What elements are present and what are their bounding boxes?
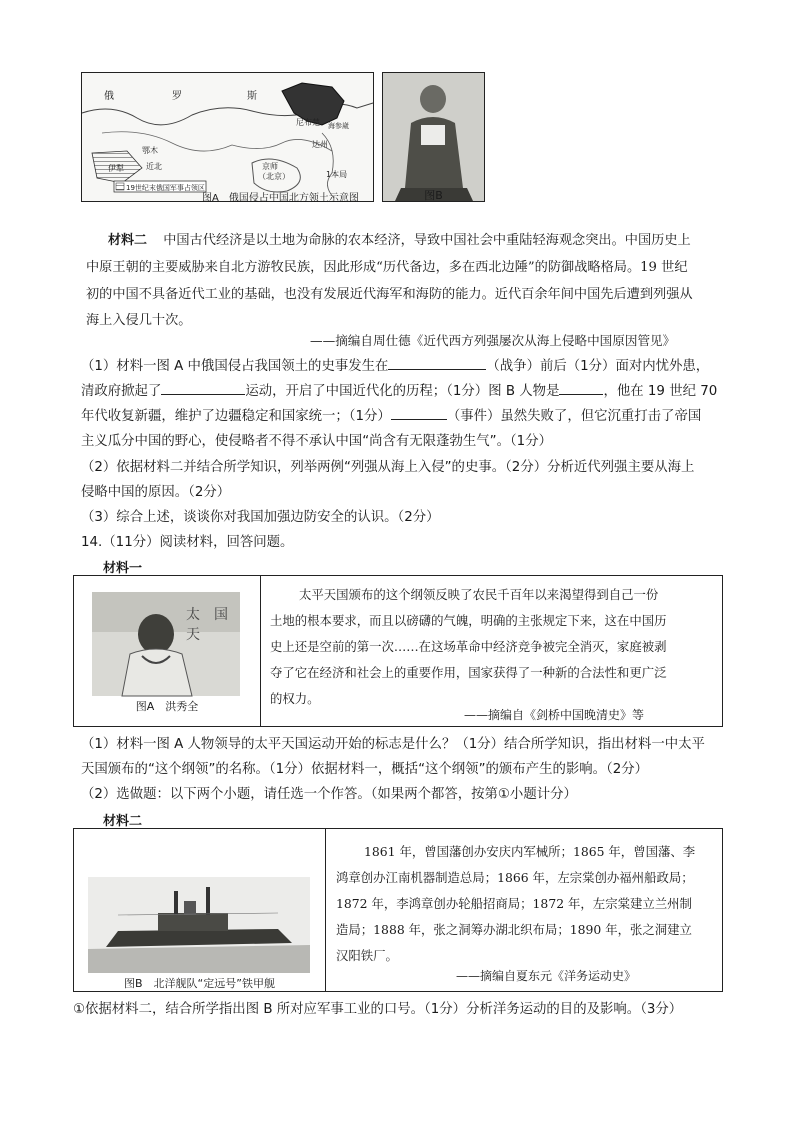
- map-label-russia-1: 俄: [104, 91, 114, 102]
- q14-m2-line-1: 1861 年，曾国藩创办安庆内军械所；1865 年，曾国藩、李: [364, 844, 696, 859]
- map-label-ob: 鄂木: [142, 146, 158, 155]
- hong-xiuquan-photo: [92, 592, 240, 696]
- material2-text-1: 中国古代经济是以土地为命脉的农本经济，导致中国社会中重陆轻海观念突出。中国历史上: [163, 233, 691, 248]
- q13-p1-line-3: [81, 404, 701, 429]
- material2-line-1: [108, 228, 691, 254]
- q14-m2-divider: [325, 829, 326, 991]
- q14-m1-line-3: 史上还是空前的第一次……在这场革命中经济竞争被完全消灭，家庭被剥: [270, 639, 667, 654]
- material2-line-2: 中原王朝的主要威胁来自北方游牧民族，因此形成“历代备边，多在西北边陲”的防御战略格局。19 世纪: [86, 260, 688, 275]
- q14-m1-line-2: 土地的根本要求，而且以磅礴的气魄，明确的主张规定下来，这在中国历: [270, 613, 667, 628]
- q13-p1-c: 清政府掀起了: [81, 384, 162, 399]
- map-label-russia-3: 斯: [247, 91, 257, 102]
- map-label-nerchinsk: 尼布楚: [296, 118, 320, 127]
- q13-p1-line-4: 主义瓜分中国的野心，使侵略者不得不承认中国“尚含有无限蓬勃生气”。（1分）: [81, 434, 552, 449]
- photo-b-figure: [382, 72, 485, 202]
- q13-p3: （3）综合上述，谈谈你对我国加强边防安全的认识。（2分）: [81, 510, 440, 525]
- q14-material2-box: [73, 828, 723, 992]
- material2-line-3: 初的中国不具备近代工业的基础，也没有发展近代海军和海防的能力。近代百余年间中国先后遭到列强从: [86, 287, 693, 302]
- q14-m1-source: ——摘编自《剑桥中国晚清史》等: [464, 708, 645, 722]
- material2-line-4: 海上入侵几十次。: [86, 313, 192, 328]
- q13-p1-e: ，他在 19 世纪 70: [603, 384, 718, 399]
- q13-p1-line-2: [81, 379, 717, 404]
- q13-p2-line-1: （2）依据材料二并结合所学知识，列举两例“列强从海上入侵”的史事。（2分）分析近代列强主要从海上: [81, 460, 695, 475]
- answer-blank-event[interactable]: [391, 405, 447, 420]
- q14-m1-line-1: 太平天国颁布的这个纲领反映了农民千百年以来渴望得到自己一份: [299, 587, 659, 602]
- q14-q2: （2）选做题：以下两个小题，请任选一个作答。（如果两个都答，按第①小题计分）: [81, 787, 577, 802]
- q13-p1-g: （事件）虽然失败了，但它沉重打击了帝国: [446, 409, 702, 424]
- q14-title: 14.（11分）阅读材料，回答问题。: [81, 535, 294, 550]
- q14-m1-line-5: 的权力。: [270, 691, 320, 706]
- q13-p1-b: （战争）前后（1分）面对内忧外患，: [486, 359, 710, 374]
- map-label-russia-2: 罗: [172, 91, 182, 102]
- hong-xiuquan-caption: 图A 洪秀全: [135, 700, 199, 713]
- map-label-qing: 京师: [262, 162, 278, 171]
- answer-blank-war[interactable]: [388, 355, 486, 370]
- q14-material2-label: 材料二: [103, 814, 143, 829]
- q13-p1-line-1: [81, 354, 709, 379]
- q13-p1-f: 年代收复新疆，维护了边疆稳定和国家统一；（1分）: [81, 409, 391, 424]
- map-label-haishenwai: 海参崴: [328, 122, 349, 130]
- russia-map-graphic: [82, 73, 373, 201]
- q14-q3: ①依据材料二，结合所学指出图 B 所对应军事工业的口号。（1分）分析洋务运动的目的及影响。（3分）: [73, 1002, 683, 1017]
- map-label-beijing: （北京）: [258, 172, 290, 181]
- q14-m2-line-4: 造局；1888 年，张之洞筹办湖北织布局；1890 年，张之洞建立: [336, 922, 692, 937]
- material2-label: 材料二: [108, 233, 148, 248]
- map-caption: 图A 俄国侵占中国北方领土示意图: [202, 193, 359, 204]
- q14-material1-box: [73, 575, 723, 727]
- q14-material1-label: 材料一: [103, 561, 143, 576]
- map-label-benju: 1本局: [326, 170, 348, 179]
- q14-m1-line-4: 夺了它在经济和社会上的重要作用，国家获得了一种新的合法性和更广泛: [270, 665, 667, 680]
- q14-q1-line-2: 天国颁布的“这个纲领”的名称。（1分）依据材料一，概括“这个纲领”的颁布产生的影响。（2分）: [81, 762, 649, 777]
- answer-blank-movement[interactable]: [161, 380, 245, 395]
- q13-p1-d: 运动，开启了中国近代化的历程；（1分）图 B 人物是: [245, 384, 560, 399]
- q14-m2-source: ——摘编自夏东元《洋务运动史》: [456, 969, 637, 983]
- photo-b-caption: 图B: [424, 189, 443, 202]
- material2-source: ——摘编自周仕德《近代西方列强屡次从海上侵略中国原因管见》: [310, 333, 676, 348]
- q14-q1-line-1: （1）材料一图 A 人物领导的太平天国运动开始的标志是什么？（1分）结合所学知识，指出材料一中太平: [81, 737, 705, 752]
- map-label-dazhou: 达州: [312, 140, 328, 149]
- dingyuan-photo: [88, 877, 310, 973]
- map-label-xinjiang: 近北: [146, 162, 162, 171]
- answer-blank-person[interactable]: [559, 380, 603, 395]
- photo-b-portrait: [383, 73, 484, 201]
- dingyuan-caption: 图B 北洋舰队“定远号”铁甲舰: [124, 977, 275, 990]
- map-label-yili: 伊犁: [108, 164, 124, 173]
- dingyuan-ship-graphic: [88, 877, 310, 973]
- map-legend-caption: 19世纪末俄国军事占领区: [126, 184, 205, 192]
- q13-p1-a: （1）材料一图 A 中俄国侵占我国领土的史事发生在: [81, 359, 389, 374]
- q14-m2-line-5: 汉阳铁厂。: [336, 948, 398, 963]
- russia-map-figure: [81, 72, 374, 202]
- q13-p2-line-2: 侵略中国的原因。（2分）: [81, 485, 231, 500]
- q14-m2-line-2: 鸿章创办江南机器制造总局；1866 年，左宗棠创办福州船政局；: [336, 870, 694, 885]
- q14-m1-divider: [260, 576, 261, 726]
- hong-xiuquan-banner: 太 国 天: [186, 607, 242, 643]
- q14-m2-line-3: 1872 年，李鸿章创办轮船招商局；1872 年，左宗棠建立兰州制: [336, 896, 692, 911]
